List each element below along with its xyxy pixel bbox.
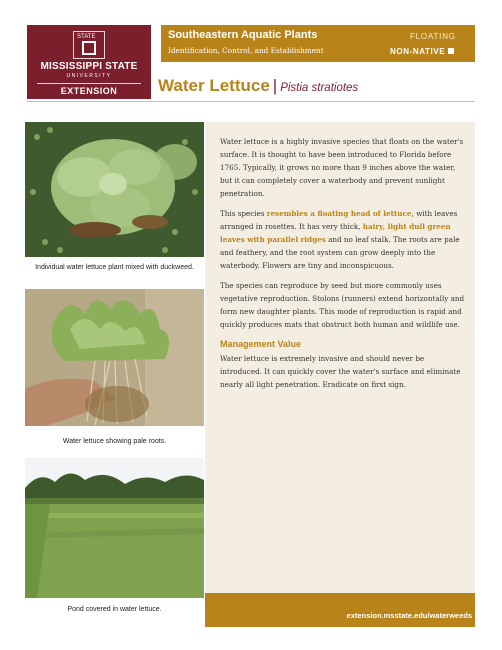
title-separator: | xyxy=(272,76,278,95)
logo-divider xyxy=(37,83,141,84)
photo-pond-covered xyxy=(25,458,204,598)
logo-name: MISSISSIPPI STATE xyxy=(40,61,138,72)
series-subtitle: Identification, Control, and Establishment xyxy=(168,46,324,55)
photo-caption: Individual water lettuce plant mixed with duckweed. xyxy=(35,264,194,271)
body-text xyxy=(220,135,466,398)
footer-bar xyxy=(205,593,475,627)
category-label: FLOATING xyxy=(410,32,456,41)
logo-division: EXTENSION xyxy=(60,86,118,96)
description-paragraph: This species resembles a floating head of lettuce, with leaves arranged in rosettes. It has very thick, hairy, light dull green leaves with parallel ridges and no leaf stalk. The roots are pale and feathery, and the root system can grow deeply into the waterbody. Flowers are tiny and inconspicuous. xyxy=(220,209,460,270)
management-heading: Management Value xyxy=(220,339,302,349)
msu-crest-icon xyxy=(73,31,105,59)
common-name: Water Lettuce xyxy=(158,76,270,95)
msu-extension-logo xyxy=(27,25,151,99)
scientific-name: Pistia stratiotes xyxy=(280,82,359,94)
status-badge xyxy=(390,47,454,56)
crest-text: STATE xyxy=(77,34,96,40)
photo-caption: Water lettuce showing pale roots. xyxy=(62,438,167,445)
logo-university: UNIVERSITY xyxy=(66,73,112,79)
title-divider xyxy=(27,101,475,102)
highlight-text: resembles a floating head of lettuce, xyxy=(266,209,414,218)
reproduction-paragraph: The species can reproduce by seed but more commonly uses vegetative reproduction. Stolons (runners) extend horizontally and form new daughter plants. This mode of reproduction is rapid and quickly produces mats that obstruct both human and wildlife use. xyxy=(220,281,465,329)
photo-pale-roots xyxy=(25,289,204,426)
photo-caption: Pond covered in water lettuce. xyxy=(67,606,162,613)
square-icon xyxy=(448,48,454,54)
footer-url-link[interactable]: extension.msstate.edu/waterweeds xyxy=(346,611,472,620)
management-paragraph: Water lettuce is extremely invasive and should never be introduced. It can quickly cover the water's surface and eliminate nearly all light penetration. Eradicate on first sign. xyxy=(220,354,461,389)
page-title xyxy=(158,76,358,96)
status-label: NON-NATIVE xyxy=(390,47,446,56)
series-title: Southeastern Aquatic Plants xyxy=(168,29,318,41)
photo-plant-with-duckweed xyxy=(25,122,204,257)
intro-paragraph: Water lettuce is a highly invasive species that floats on the water's surface. It is thought to have been introduced to Florida before 1765. Typically, it grows no more than 9 inches above the water, but it can completely cover a waterbody and prevent sunlight penetration. xyxy=(220,137,464,198)
highlight-text: hairy, light dull green leaves with parallel ridges xyxy=(220,222,451,244)
